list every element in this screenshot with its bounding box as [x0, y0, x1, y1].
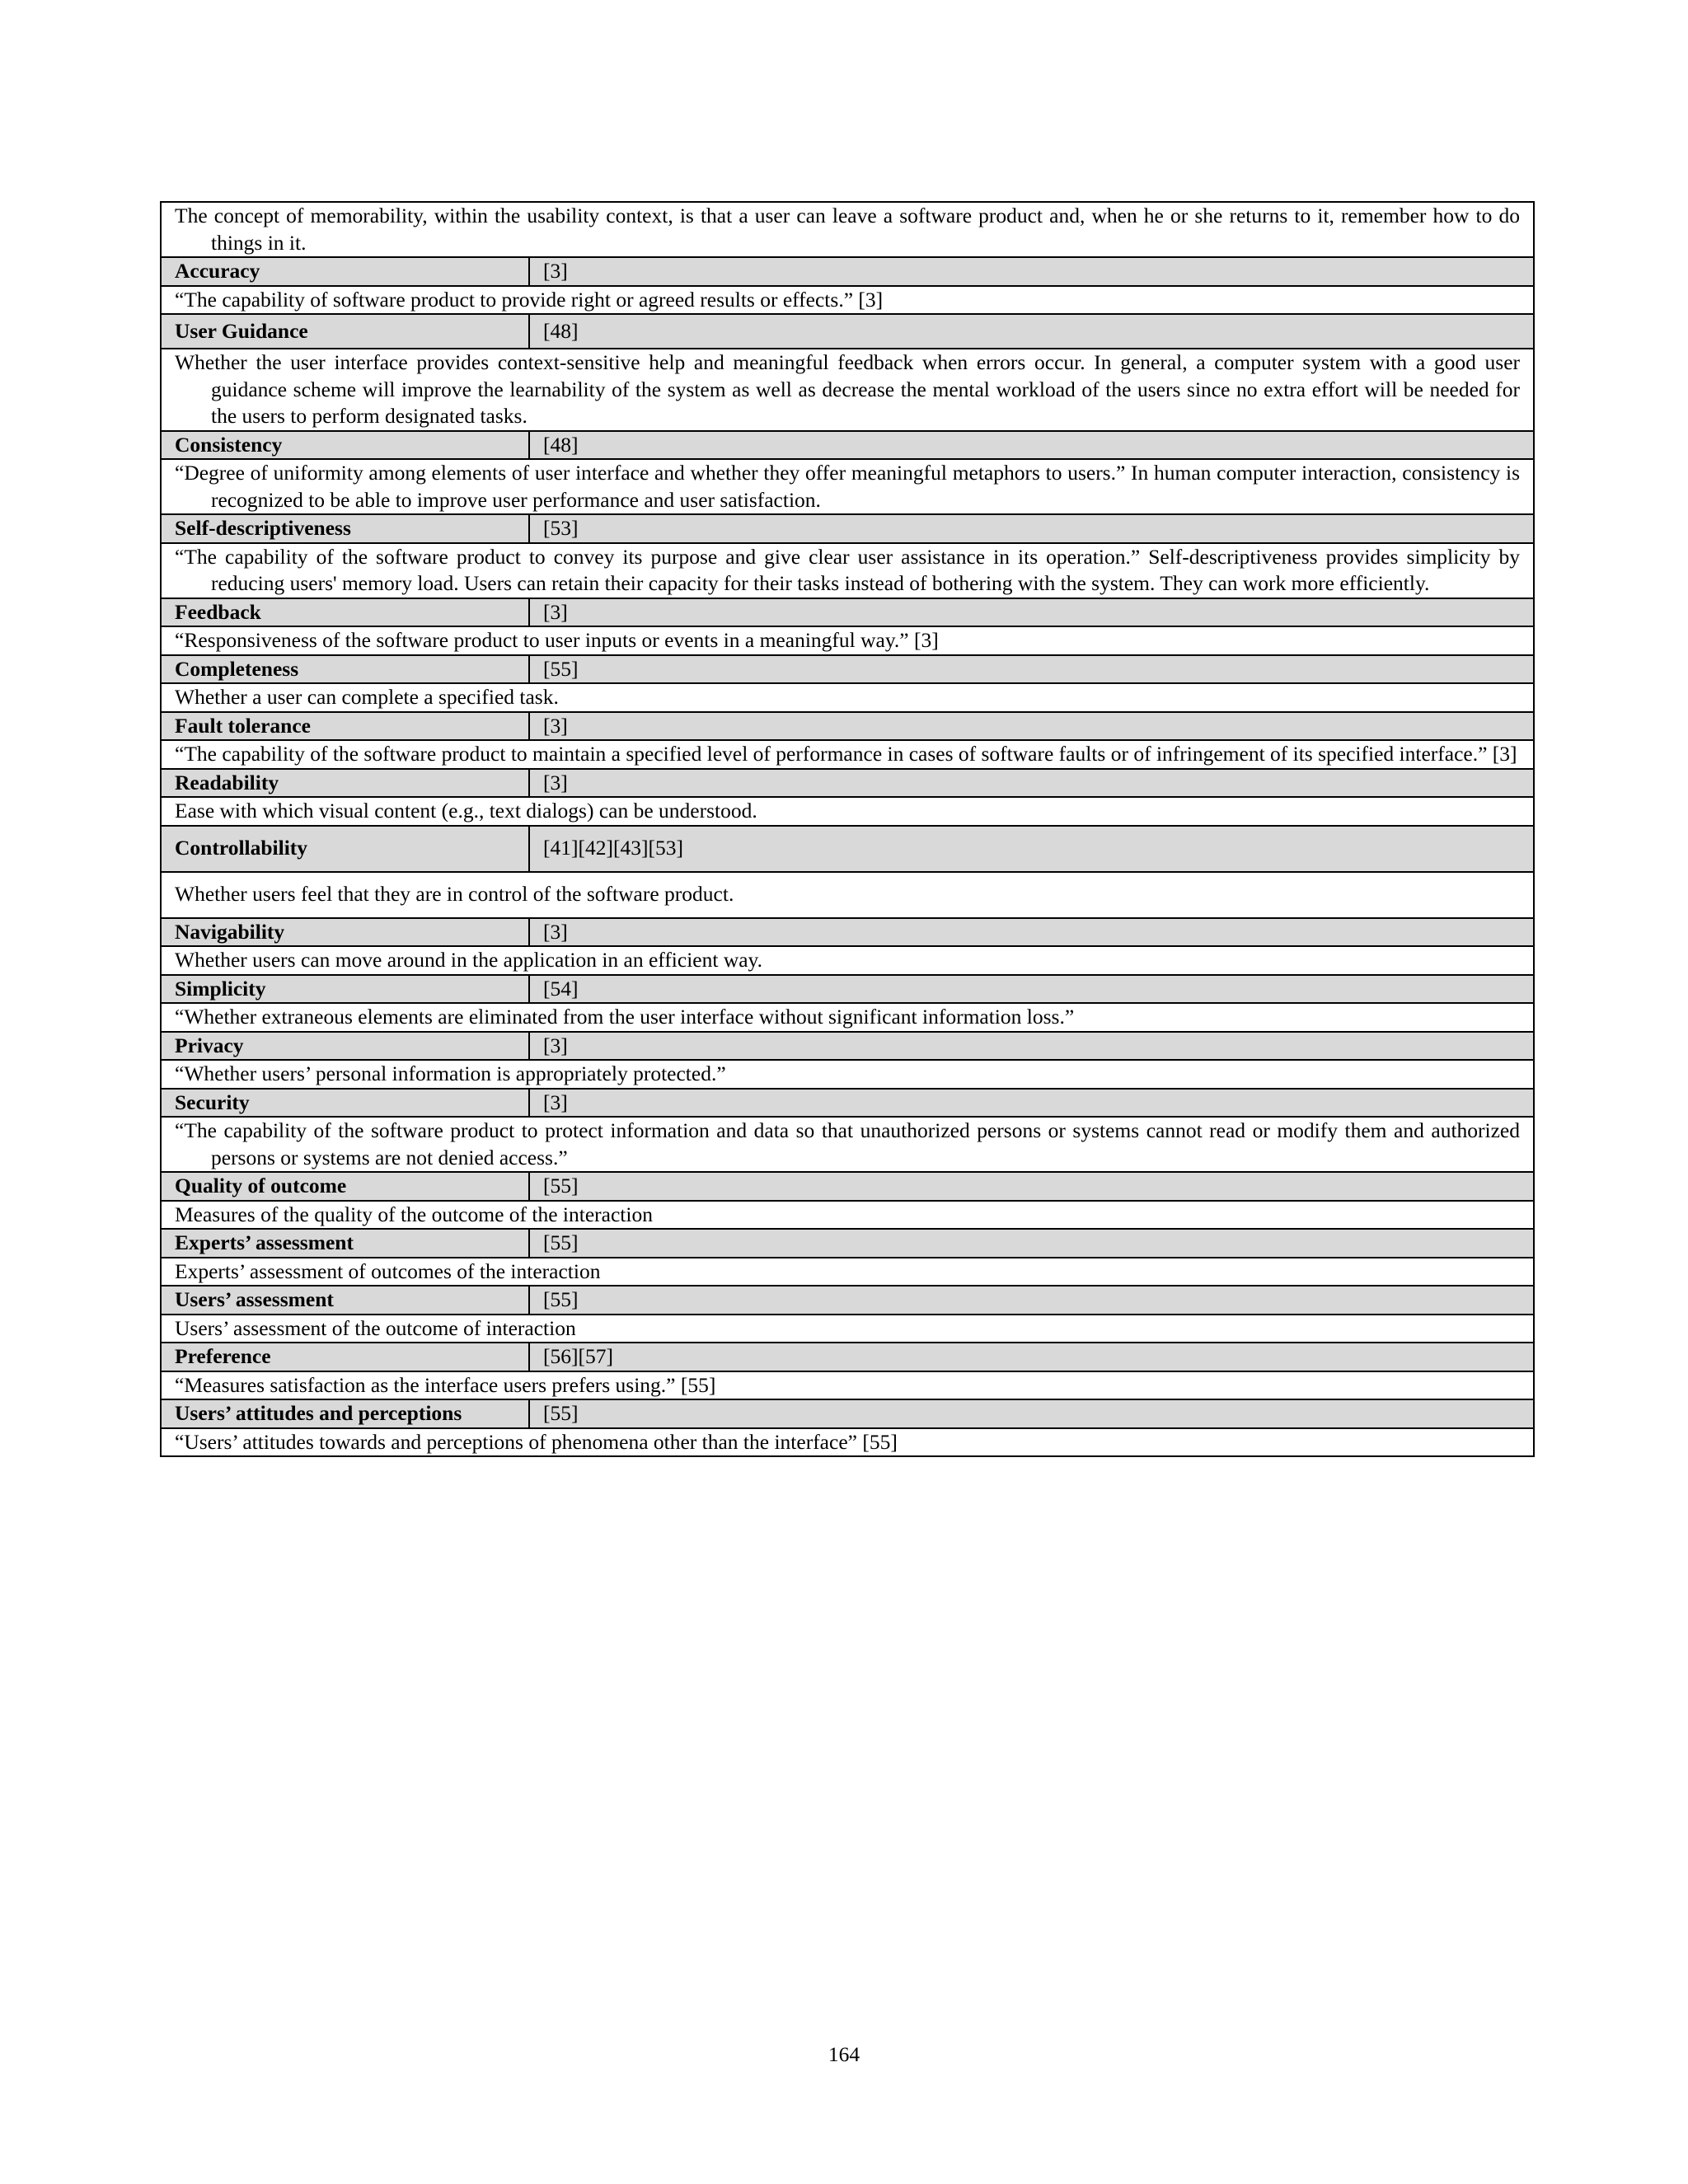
- term-label: Controllability: [161, 826, 529, 872]
- description-row: [161, 349, 1534, 431]
- term-reference: [3]: [529, 598, 1534, 627]
- term-description: “The capability of the software product to protect information and data so that unauthorized persons or systems cannot read or modify them and authorized persons or systems are not denied access.”: [161, 1117, 1534, 1172]
- term-label: Readability: [161, 769, 529, 798]
- term-description: “The capability of software product to provide right or agreed results or effects.” [3]: [161, 286, 1534, 315]
- term-reference: [41][42][43][53]: [529, 826, 1534, 872]
- term-reference: [48]: [529, 431, 1534, 460]
- term-label: Consistency: [161, 431, 529, 460]
- term-row: [161, 1172, 1534, 1201]
- term-label: Quality of outcome: [161, 1172, 529, 1201]
- term-label: Security: [161, 1089, 529, 1118]
- term-label: Preference: [161, 1343, 529, 1371]
- description-row: [161, 1117, 1534, 1172]
- term-reference: [55]: [529, 1172, 1534, 1201]
- description-row: [161, 286, 1534, 315]
- term-label: Privacy: [161, 1032, 529, 1061]
- description-row: [161, 543, 1534, 598]
- term-row: [161, 1286, 1534, 1315]
- term-row: [161, 712, 1534, 741]
- term-row: [161, 975, 1534, 1004]
- term-description: Users’ assessment of the outcome of interaction: [161, 1315, 1534, 1343]
- term-row: [161, 257, 1534, 286]
- description-row: [161, 946, 1534, 975]
- term-description: “The capability of the software product to maintain a specified level of performance in cases of software faults or of infringement of its specified interface.” [3]: [161, 740, 1534, 769]
- description-row: [161, 1060, 1534, 1089]
- term-description: Whether users feel that they are in control of the software product.: [161, 872, 1534, 918]
- term-reference: [48]: [529, 314, 1534, 349]
- term-description: “The capability of the software product to convey its purpose and give clear user assistance in its operation.” Self-descriptiveness provides simplicity by reducing users' memory load. Users can retain their capacity for their tasks instead of bothering with the system. They can work more efficiently.: [161, 543, 1534, 598]
- term-reference: [3]: [529, 712, 1534, 741]
- term-label: User Guidance: [161, 314, 529, 349]
- term-reference: [3]: [529, 918, 1534, 947]
- term-description: “Responsiveness of the software product to user inputs or events in a meaningful way.” [3]: [161, 626, 1534, 655]
- description-row: [161, 459, 1534, 514]
- term-label: Accuracy: [161, 257, 529, 286]
- term-description: “Degree of uniformity among elements of user interface and whether they offer meaningful metaphors to users.” In human computer interaction, consistency is recognized to be able to improve user performance and user satisfaction.: [161, 459, 1534, 514]
- term-label: Self-descriptiveness: [161, 514, 529, 543]
- term-row: [161, 1032, 1534, 1061]
- term-label: Completeness: [161, 655, 529, 684]
- term-reference: [53]: [529, 514, 1534, 543]
- description-row: [161, 1428, 1534, 1457]
- description-row: [161, 872, 1534, 918]
- term-row: [161, 1229, 1534, 1258]
- term-row: [161, 769, 1534, 798]
- description-row: [161, 797, 1534, 826]
- intro-row: [161, 202, 1534, 257]
- term-description: “Whether users’ personal information is appropriately protected.”: [161, 1060, 1534, 1089]
- attributes-table: [160, 201, 1535, 1457]
- description-row: [161, 1003, 1534, 1032]
- term-description: Measures of the quality of the outcome of the interaction: [161, 1201, 1534, 1230]
- term-label: Users’ assessment: [161, 1286, 529, 1315]
- description-row: [161, 1371, 1534, 1400]
- term-reference: [3]: [529, 769, 1534, 798]
- term-row: [161, 918, 1534, 947]
- description-row: [161, 1315, 1534, 1343]
- term-description: Whether the user interface provides context-sensitive help and meaningful feedback when errors occur. In general, a computer system with a good user guidance scheme will improve the learnability of the system as well as decrease the mental workload of the users since no extra effort will be needed for the users to perform designated tasks.: [161, 349, 1534, 431]
- term-reference: [3]: [529, 1032, 1534, 1061]
- term-row: [161, 514, 1534, 543]
- term-row: [161, 826, 1534, 872]
- term-reference: [54]: [529, 975, 1534, 1004]
- description-row: [161, 740, 1534, 769]
- term-reference: [56][57]: [529, 1343, 1534, 1371]
- term-description: Whether users can move around in the application in an efficient way.: [161, 946, 1534, 975]
- term-label: Simplicity: [161, 975, 529, 1004]
- term-reference: [55]: [529, 1399, 1534, 1428]
- term-row: [161, 314, 1534, 349]
- term-row: [161, 655, 1534, 684]
- term-row: [161, 1399, 1534, 1428]
- term-label: Feedback: [161, 598, 529, 627]
- description-row: [161, 683, 1534, 712]
- term-description: “Whether extraneous elements are eliminated from the user interface without significant information loss.”: [161, 1003, 1534, 1032]
- term-label: Navigability: [161, 918, 529, 947]
- term-row: [161, 431, 1534, 460]
- term-row: [161, 598, 1534, 627]
- term-label: Users’ attitudes and perceptions: [161, 1399, 529, 1428]
- term-description: “Users’ attitudes towards and perceptions of phenomena other than the interface” [55]: [161, 1428, 1534, 1457]
- term-reference: [55]: [529, 1286, 1534, 1315]
- term-label: Experts’ assessment: [161, 1229, 529, 1258]
- description-row: [161, 626, 1534, 655]
- term-description: Experts’ assessment of outcomes of the interaction: [161, 1258, 1534, 1286]
- term-reference: [55]: [529, 655, 1534, 684]
- term-description: “Measures satisfaction as the interface users prefers using.” [55]: [161, 1371, 1534, 1400]
- term-reference: [55]: [529, 1229, 1534, 1258]
- term-label: Fault tolerance: [161, 712, 529, 741]
- term-row: [161, 1343, 1534, 1371]
- description-row: [161, 1201, 1534, 1230]
- intro-text: The concept of memorability, within the usability context, is that a user can leave a software product and, when he or she returns to it, remember how to do things in it.: [161, 202, 1534, 257]
- term-reference: [3]: [529, 257, 1534, 286]
- term-row: [161, 1089, 1534, 1118]
- term-description: Ease with which visual content (e.g., text dialogs) can be understood.: [161, 797, 1534, 826]
- term-reference: [3]: [529, 1089, 1534, 1118]
- page-number: 164: [828, 2042, 860, 2066]
- description-row: [161, 1258, 1534, 1286]
- term-description: Whether a user can complete a specified task.: [161, 683, 1534, 712]
